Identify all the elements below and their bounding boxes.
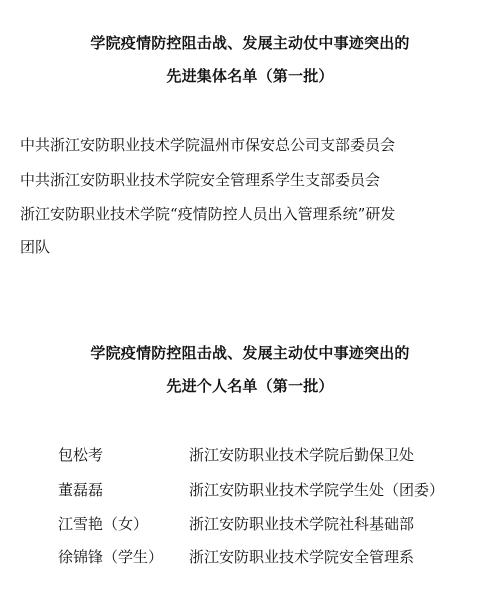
person-unit: 浙江安防职业技术学院学生处（团委） (189, 481, 445, 499)
collective-title-line2: 先进集体名单（第一批） (166, 67, 334, 85)
collective-entry: 中共浙江安防职业技术学院安全管理系学生支部委员会 (20, 171, 381, 189)
collective-entry: 中共浙江安防职业技术学院温州市保安总公司支部委员会 (20, 136, 396, 154)
person-unit: 浙江安防职业技术学院安全管理系 (189, 548, 415, 566)
person-name: 江雪艳（女） (58, 515, 149, 533)
person-unit: 浙江安防职业技术学院后勤保卫处 (189, 446, 415, 464)
person-name: 徐锦锋（学生） (58, 548, 164, 566)
individual-title-line1: 学院疫情防控阻击战、发展主动仗中事迹突出的 (90, 344, 410, 362)
collective-entry: 浙江安防职业技术学院“疫情防控人员出入管理系统”研发 (20, 205, 396, 223)
person-name: 董磊磊 (58, 481, 104, 499)
person-unit: 浙江安防职业技术学院社科基础部 (189, 515, 415, 533)
individual-title-line2: 先进个人名单（第一批） (166, 377, 334, 395)
collective-title-line1: 学院疫情防控阻击战、发展主动仗中事迹突出的 (90, 34, 410, 52)
person-name: 包松考 (58, 446, 104, 464)
collective-entry: 团队 (20, 238, 51, 256)
